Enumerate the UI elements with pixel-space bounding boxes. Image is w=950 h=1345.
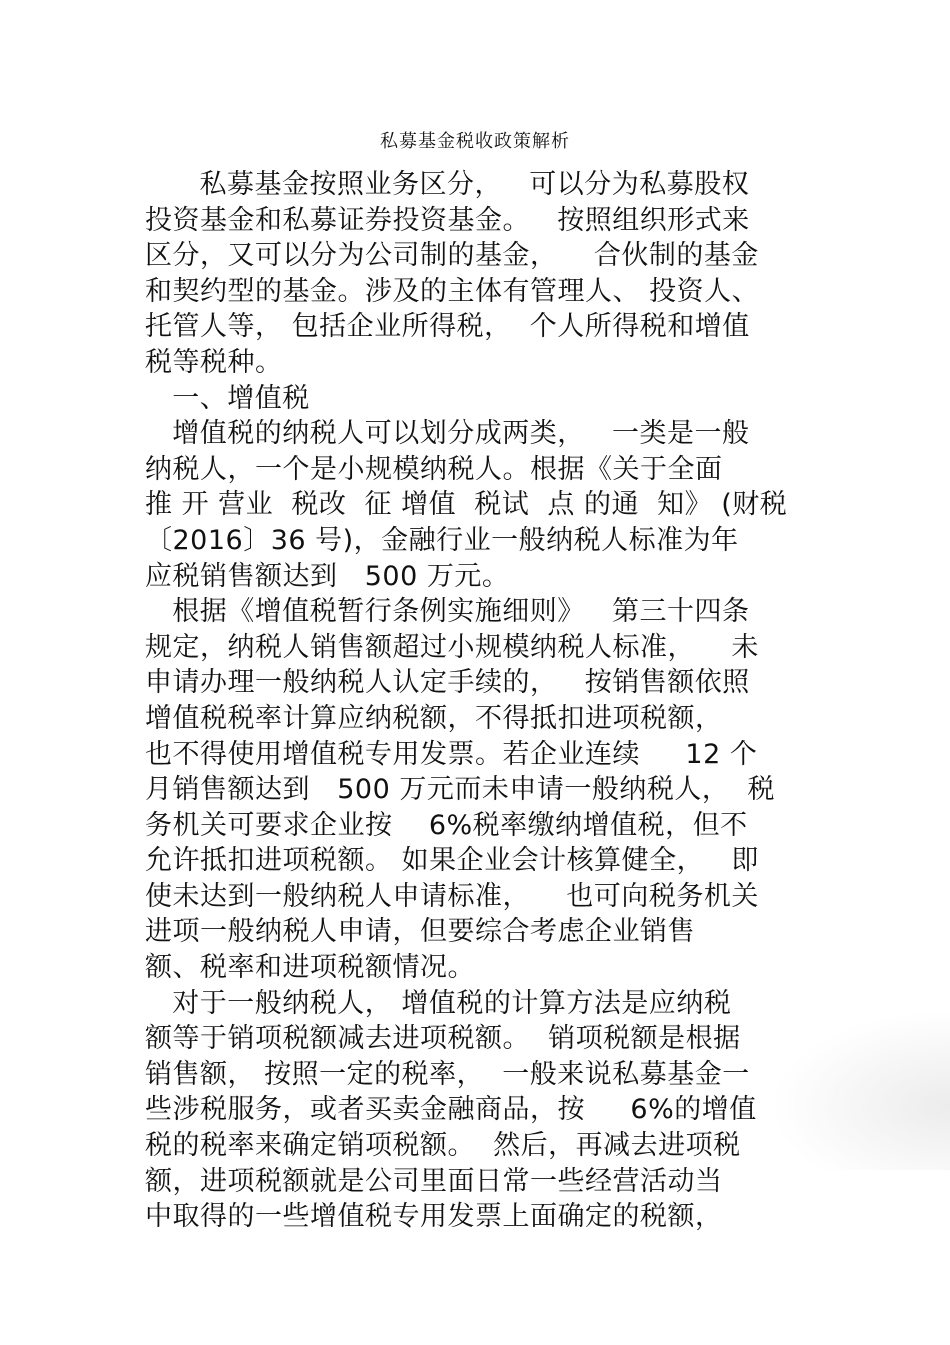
section-heading: 一、增值税 — [145, 382, 310, 414]
text-line: 纳税人，一个是小规模纳税人。根据《关于全面 — [145, 453, 723, 485]
text-line: 也不得使用增值税专用发票。若企业连续 12 个 — [145, 738, 758, 770]
text-line: 中取得的一些增值税专用发票上面确定的税额， — [145, 1201, 723, 1233]
text-line: 务机关可要求企业按 6%税率缴纳增值税，但不 — [145, 809, 748, 841]
text-line: 额，进项税额就是公司里面日常一些经营活动当 — [145, 1165, 723, 1197]
text-line: 投资基金和私募证券投资基金。 按照组织形式来 — [145, 204, 750, 236]
text-line: 根据《增值税暂行条例实施细则》 第三十四条 — [145, 596, 750, 628]
text-line: 允许抵扣进项税额。 如果企业会计核算健全， 即 — [145, 845, 759, 877]
document-body — [145, 167, 805, 1235]
text-line: 应税销售额达到 500 万元。 — [145, 560, 510, 592]
text-line: 税的税率来确定销项税额。 然后，再减去进项税 — [145, 1130, 741, 1162]
text-line: 额、税率和进项税额情况。 — [145, 952, 475, 984]
text-line: 推 开 营业 税改 征 增值 税试 点 的通 知》 (财税 — [145, 489, 788, 521]
text-line: 区分，又可以分为公司制的基金， 合伙制的基金 — [145, 240, 759, 272]
text-line: 使未达到一般纳税人申请标准， 也可向税务机关 — [145, 880, 759, 912]
text-line: 对于一般纳税人， 增值税的计算方法是应纳税 — [145, 987, 732, 1019]
text-line: 和契约型的基金。涉及的主体有管理人、 投资人、 — [145, 275, 760, 307]
text-line: 额等于销项税额减去进项税额。 销项税额是根据 — [145, 1023, 741, 1055]
text-line: 销售额， 按照一定的税率， 一般来说私募基金一 — [145, 1058, 750, 1090]
text-line: 些涉税服务，或者买卖金融商品，按 6%的增值 — [145, 1094, 757, 1126]
text-line: 私募基金按照业务区分， 可以分为私募股权 — [145, 169, 750, 200]
text-line: 进项一般纳税人申请，但要综合考虑企业销售 — [145, 916, 695, 948]
text-line: 增值税税率计算应纳税额，不得抵扣进项税额， — [145, 702, 723, 734]
text-line: 规定，纳税人销售额超过小规模纳税人标准， 未 — [145, 631, 759, 663]
text-line: 月销售额达到 500 万元而未申请一般纳税人， 税 — [145, 774, 776, 806]
text-line: 申请办理一般纳税人认定手续的， 按销售额依照 — [145, 667, 750, 699]
document-title: 私募基金税收政策解析 — [380, 131, 570, 152]
text-line: 增值税的纳税人可以划分成两类， 一类是一般 — [145, 418, 750, 450]
text-line: 税等税种。 — [145, 346, 283, 378]
text-line: 〔2016〕36 号)，金融行业一般纳税人标准为年 — [145, 524, 739, 556]
text-line: 托管人等， 包括企业所得税， 个人所得税和增值 — [145, 311, 750, 343]
